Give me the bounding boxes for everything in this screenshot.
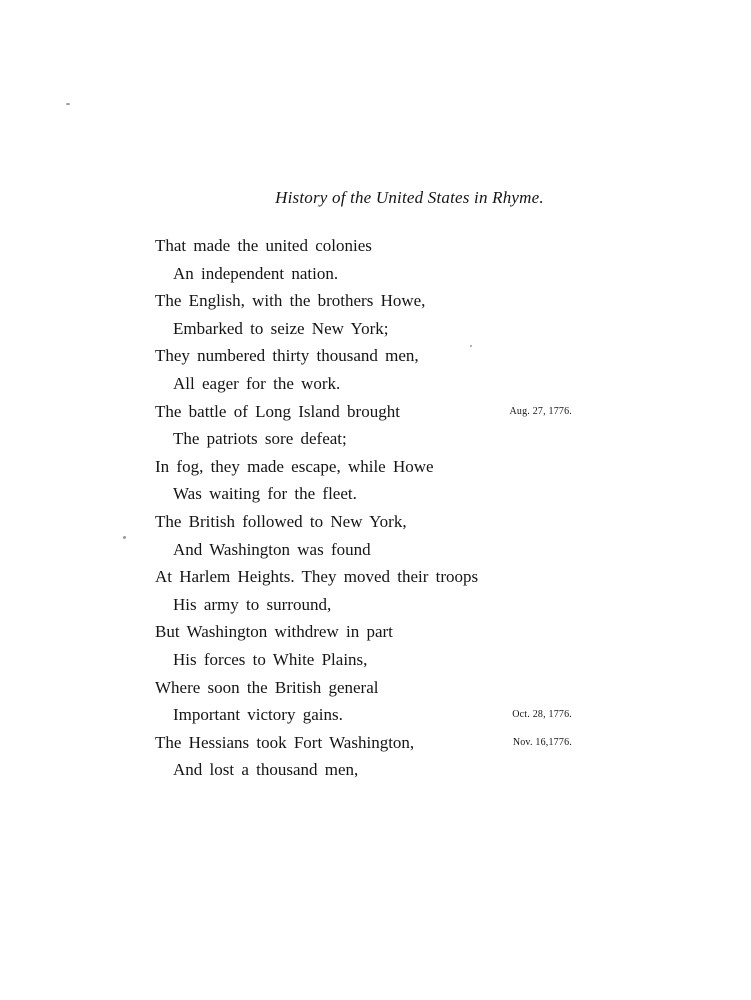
verse-line [155,508,595,536]
verse-line [155,370,595,398]
margin-date-note: Oct. 28, 1776. [512,709,572,721]
verse-line-text: In fog, they made escape, while Howe [155,456,434,476]
verse-line [155,563,595,591]
verse-block [155,232,595,784]
verse-line [155,453,595,481]
verse-line-text: The Hessians took Fort Washington, [155,732,415,752]
verse-line-text: And Washington was found [173,539,371,559]
verse-line-text: And lost a thousand men, [173,760,359,780]
verse-line-text: Important victory gains. [173,705,343,725]
verse-line-text: But Washington withdrew in part [155,622,393,642]
verse-line-text: Embarked to seize New York; [173,318,389,338]
verse-line-text: That made the united colonies [155,236,372,255]
verse-line [155,315,595,343]
verse-line-text: All eager for the work. [173,373,341,393]
verse-line [155,729,595,757]
verse-line-text: Where soon the British general [155,677,379,697]
verse-line-text: The British followed to New York, [155,511,407,531]
verse-line [155,536,595,564]
verse-line-text: Was waiting for the fleet. [173,484,357,504]
verse-line-text: His forces to White Plains, [173,649,368,669]
verse-line-text: His army to surround, [173,594,332,614]
margin-date-note: Nov. 16,1776. [512,736,572,748]
verse-line-text: They numbered thirty thousand men, [155,346,419,366]
verse-line [155,260,595,288]
verse-line [155,480,595,508]
verse-line [155,591,595,619]
scan-speck [470,345,472,347]
verse-line [155,701,595,729]
verse-line [155,425,595,453]
verse-line-text: The English, with the brothers Howe, [155,291,426,311]
verse-line [155,756,595,784]
verse-line-text: At Harlem Heights. They moved their troops [155,567,479,587]
verse-line [155,646,595,674]
verse-line [155,342,595,370]
verse-line [155,232,595,260]
margin-date-note: Aug. 27, 1776. [509,405,572,417]
verse-line [155,618,595,646]
verse-line [155,674,595,702]
running-head: History of the United States in Rhyme. [275,188,544,207]
verse-line-text: The battle of Long Island brought [155,401,400,421]
verse-line-text: The patriots sore defeat; [173,429,347,449]
verse-line [155,287,595,315]
verse-line [155,398,595,426]
scan-speck [66,103,70,105]
verse-line-text: An independent nation. [173,263,339,283]
scan-speck [123,536,126,539]
